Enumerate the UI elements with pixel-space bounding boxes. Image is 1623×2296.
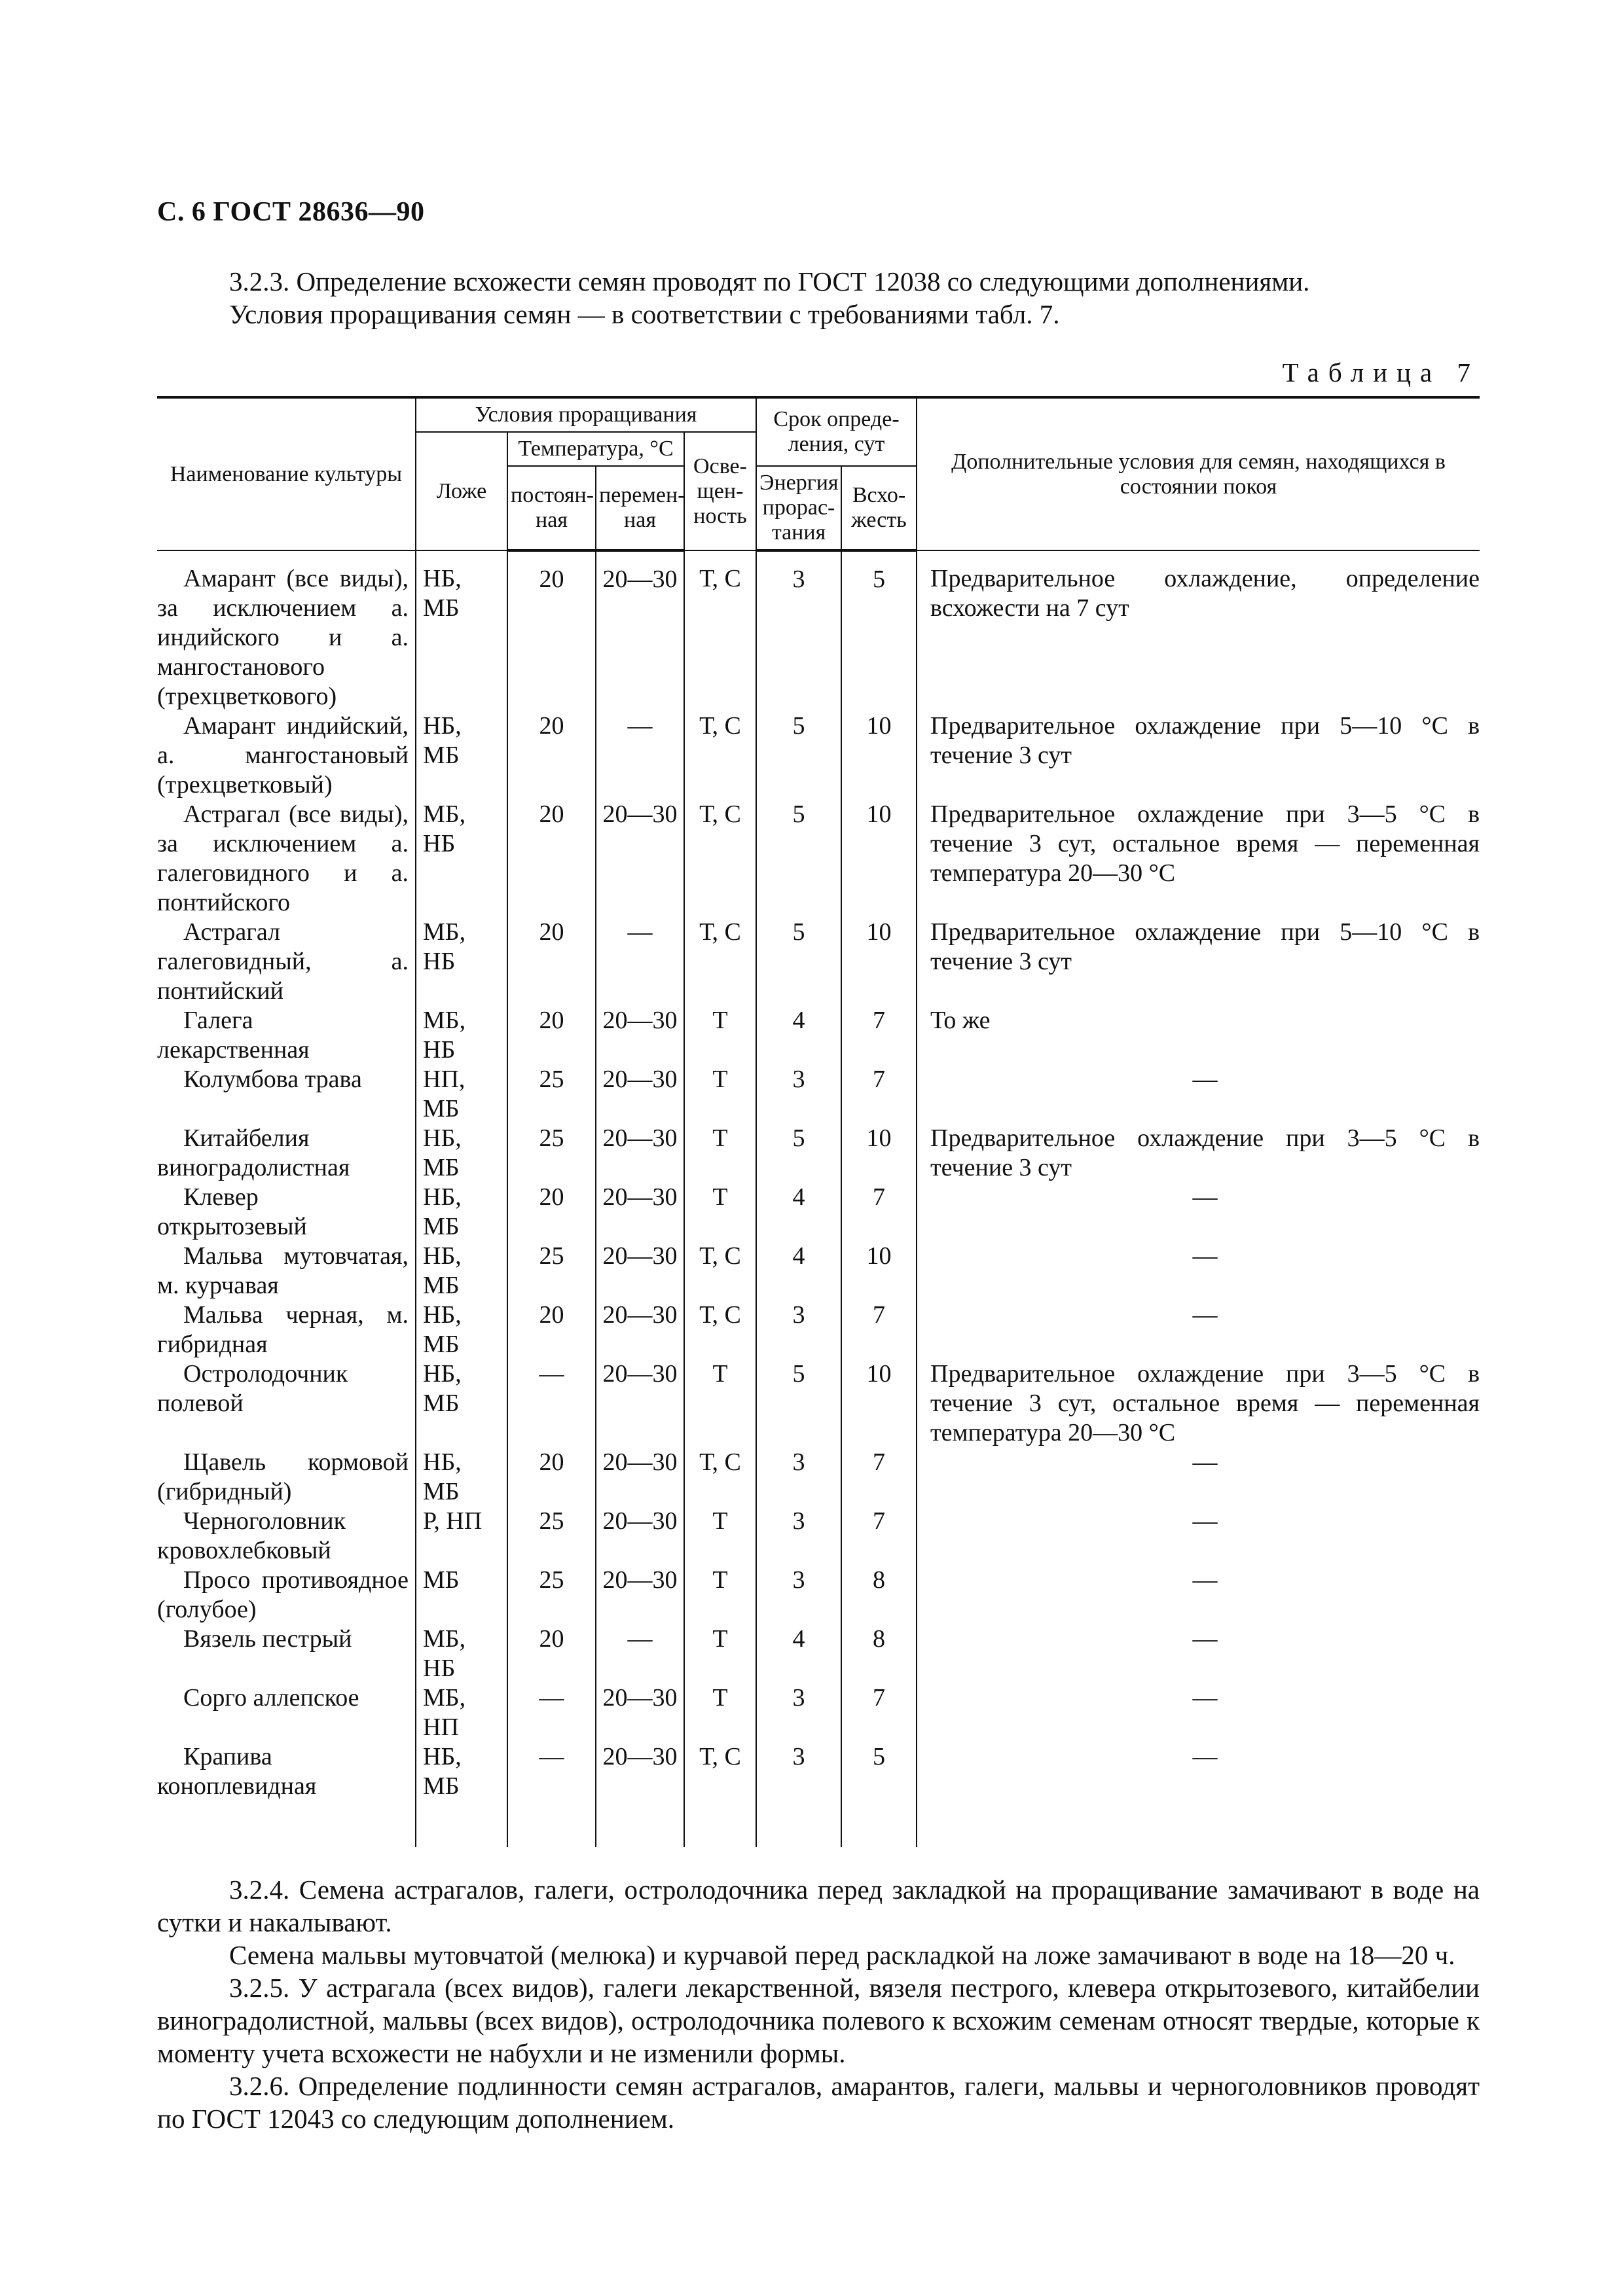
temp-variable-cell: 20—30 — [596, 1566, 684, 1624]
bed-type-cell: МБ, НБ — [416, 1624, 507, 1683]
empty-cell — [917, 1801, 1480, 1847]
light-cell: Т — [684, 1683, 756, 1742]
temp-variable-cell: 20—30 — [596, 1006, 684, 1065]
culture-name-text: Колумбова трава — [183, 1066, 362, 1093]
table-row — [157, 1448, 1480, 1507]
germination-days-cell: 10 — [841, 918, 917, 1006]
additional-conditions-cell: — — [917, 1742, 1480, 1801]
culture-name-cell — [157, 1006, 416, 1065]
culture-name-cell — [157, 1359, 416, 1448]
table-caption: Таблица 7 — [1282, 357, 1480, 387]
germination-energy-cell: 4 — [756, 1624, 841, 1683]
temp-constant-cell: 25 — [507, 1507, 596, 1566]
culture-name-cell — [157, 1624, 416, 1683]
table-row — [157, 1359, 1480, 1448]
additional-conditions-cell: Предварительное охлаждение при 3—5 °С в течение 3 сут, остальное время — переменная температура 20—30 °С — [917, 1359, 1480, 1448]
light-cell: Т — [684, 1359, 756, 1448]
culture-name-text: Мальва черная, м. гибридная — [157, 1301, 409, 1358]
culture-name-cell — [157, 1566, 416, 1624]
light-cell: Т, С — [684, 1242, 756, 1300]
temp-variable-cell: — — [596, 711, 684, 800]
light-cell: Т, С — [684, 1448, 756, 1507]
germination-days-cell: 5 — [841, 1742, 917, 1801]
germination-days-cell: 8 — [841, 1566, 917, 1624]
germination-energy-cell: 3 — [756, 1566, 841, 1624]
culture-name-text: Черноголовник кровохлебковый — [157, 1507, 346, 1564]
culture-name-cell — [157, 1065, 416, 1124]
culture-name-cell — [157, 1242, 416, 1300]
bed-type-cell: НБ, МБ — [416, 1359, 507, 1448]
culture-name-text: Астрагал (все виды), за исключением а. галеговидного и а. понтийского — [157, 800, 409, 916]
temp-constant-cell: 25 — [507, 1124, 596, 1183]
table-row — [157, 1624, 1480, 1683]
culture-name-text: Щавель кормовой (гибридный) — [157, 1448, 409, 1505]
table-row — [157, 711, 1480, 800]
paragraph-3-2-4-continued: Семена мальвы мутовчатой (мелюка) и курчавой перед раскладкой на ложе замачивают в воде на 18—20 ч. — [229, 1940, 1455, 1970]
light-cell: Т, С — [684, 550, 756, 711]
table-row — [157, 1566, 1480, 1624]
culture-name-text: Вязель пестрый — [183, 1625, 352, 1653]
table-row — [157, 1065, 1480, 1124]
temp-constant-cell: 20 — [507, 1448, 596, 1507]
germination-energy-cell: 4 — [756, 1242, 841, 1300]
additional-conditions-cell: Предварительное охлаждение при 5—10 °С в течение 3 сут — [917, 711, 1480, 800]
temp-variable-cell: 20—30 — [596, 1124, 684, 1183]
germination-energy-cell: 5 — [756, 918, 841, 1006]
bed-type-cell: Р, НП — [416, 1507, 507, 1566]
table-row — [157, 800, 1480, 918]
culture-name-cell — [157, 1183, 416, 1242]
bed-type-cell: МБ, НБ — [416, 1006, 507, 1065]
temp-variable-cell: 20—30 — [596, 1507, 684, 1566]
additional-conditions-cell: То же — [917, 1006, 1480, 1065]
bed-type-cell: НБ, МБ — [416, 1448, 507, 1507]
germination-energy-cell: 5 — [756, 1124, 841, 1183]
light-cell: Т, С — [684, 711, 756, 800]
light-cell: Т — [684, 1507, 756, 1566]
header-temp-variable: перемен- ная — [596, 466, 684, 550]
culture-name-text: Астрагал галеговидный, а. понтийский — [157, 918, 409, 1005]
light-cell: Т — [684, 1566, 756, 1624]
additional-conditions-cell: Предварительное охлаждение при 5—10 °С в течение 3 сут — [917, 918, 1480, 1006]
germination-days-cell: 7 — [841, 1065, 917, 1124]
culture-name-text: Клевер открытозевый — [157, 1183, 307, 1240]
header-bed: Ложе — [416, 432, 507, 550]
header-additional-conditions: Дополнительные условия для семян, находящихся в состоянии покоя — [917, 397, 1480, 550]
germination-days-cell: 7 — [841, 1183, 917, 1242]
additional-conditions-cell: — — [917, 1065, 1480, 1124]
table-row — [157, 1300, 1480, 1359]
additional-conditions-cell: Предварительное охлаждение при 3—5 °С в течение 3 сут, остальное время — переменная температура 20—30 °С — [917, 800, 1480, 918]
culture-name-text: Амарант (все виды), за исключением а. индийского и а. мангостанового (трехцветкового) — [157, 565, 409, 710]
culture-name-text: Мальва мутовчатая, м. курчавая — [157, 1242, 409, 1299]
header-germination: Всхо- жесть — [841, 466, 917, 550]
paragraph-3-2-5: 3.2.5. У астрагала (всех видов), галеги лекарственной, вязеля пестрого, клевера открытозевого, китайбелии виноградолистной, мальвы (всех видов), остролодочника полевого к всхожим семенам относят твердые, которые к моменту учета всхожести не набухли и не изменили формы. — [157, 1973, 1480, 2068]
temp-constant-cell: 20 — [507, 1183, 596, 1242]
empty-cell — [416, 1801, 507, 1847]
paragraph-line: Условия проращивания семян — в соответствии с требованиями табл. 7. — [229, 299, 1060, 329]
germination-energy-cell: 3 — [756, 550, 841, 711]
table-bottom-spacer — [157, 1801, 1480, 1847]
additional-conditions-cell: Предварительное охлаждение, определение всхожести на 7 сут — [917, 550, 1480, 711]
light-cell: Т, С — [684, 1300, 756, 1359]
temp-variable-cell: 20—30 — [596, 1683, 684, 1742]
germination-days-cell: 7 — [841, 1006, 917, 1065]
page-header: С. 6 ГОСТ 28636—90 — [157, 197, 425, 227]
paragraphs-3-2-4-to-3-2-6 — [157, 1873, 1480, 2135]
table-row — [157, 1242, 1480, 1300]
germination-energy-cell: 3 — [756, 1683, 841, 1742]
empty-cell — [684, 1801, 756, 1847]
culture-name-cell — [157, 918, 416, 1006]
germination-days-cell: 10 — [841, 1242, 917, 1300]
culture-name-cell — [157, 800, 416, 918]
empty-cell — [157, 1801, 416, 1847]
temp-constant-cell: 20 — [507, 1300, 596, 1359]
germination-days-cell: 5 — [841, 550, 917, 711]
culture-name-cell — [157, 1448, 416, 1507]
germination-days-cell: 10 — [841, 1124, 917, 1183]
header-light: Осве- щен- ность — [684, 432, 756, 550]
temp-variable-cell: 20—30 — [596, 800, 684, 918]
temp-variable-cell: — — [596, 918, 684, 1006]
temp-variable-cell: 20—30 — [596, 1183, 684, 1242]
bed-type-cell: МБ, НП — [416, 1683, 507, 1742]
germination-days-cell: 7 — [841, 1683, 917, 1742]
bed-type-cell: НБ, МБ — [416, 550, 507, 711]
light-cell: Т — [684, 1624, 756, 1683]
bed-type-cell: НБ, МБ — [416, 1183, 507, 1242]
germination-energy-cell: 5 — [756, 1359, 841, 1448]
germination-days-cell: 10 — [841, 800, 917, 918]
germination-days-cell: 7 — [841, 1300, 917, 1359]
germination-energy-cell: 3 — [756, 1065, 841, 1124]
temp-constant-cell: 20 — [507, 1006, 596, 1065]
germination-energy-cell: 3 — [756, 1300, 841, 1359]
temp-constant-cell: 20 — [507, 800, 596, 918]
temp-variable-cell: 20—30 — [596, 1448, 684, 1507]
table-row — [157, 1124, 1480, 1183]
germination-energy-cell: 4 — [756, 1006, 841, 1065]
paragraph-3-2-4: 3.2.4. Семена астрагалов, галеги, остролодочника перед закладкой на проращивание замачивают в воде на сутки и накалывают. — [157, 1874, 1480, 1937]
culture-name-text: Остролодочник полевой — [157, 1360, 348, 1417]
temp-variable-cell: 20—30 — [596, 1242, 684, 1300]
table-row — [157, 918, 1480, 1006]
additional-conditions-cell: — — [917, 1624, 1480, 1683]
empty-cell — [841, 1801, 917, 1847]
temp-constant-cell: 25 — [507, 1065, 596, 1124]
temp-variable-cell: 20—30 — [596, 1359, 684, 1448]
culture-name-cell — [157, 1742, 416, 1801]
temp-constant-cell: 20 — [507, 550, 596, 711]
header-energy: Энергия прорас- тания — [756, 466, 841, 550]
additional-conditions-cell: — — [917, 1242, 1480, 1300]
temp-constant-cell: 20 — [507, 918, 596, 1006]
temp-constant-cell: — — [507, 1359, 596, 1448]
empty-cell — [596, 1801, 684, 1847]
table-row — [157, 550, 1480, 711]
light-cell: Т — [684, 1065, 756, 1124]
temp-variable-cell: 20—30 — [596, 1742, 684, 1801]
germination-days-cell: 8 — [841, 1624, 917, 1683]
table-row — [157, 1006, 1480, 1065]
empty-cell — [507, 1801, 596, 1847]
temp-constant-cell: 25 — [507, 1242, 596, 1300]
temp-constant-cell: — — [507, 1683, 596, 1742]
temp-constant-cell: 20 — [507, 1624, 596, 1683]
culture-name-cell — [157, 1124, 416, 1183]
light-cell: Т — [684, 1183, 756, 1242]
temp-variable-cell: 20—30 — [596, 1065, 684, 1124]
culture-name-cell — [157, 711, 416, 800]
germination-days-cell: 7 — [841, 1507, 917, 1566]
temp-variable-cell: — — [596, 1624, 684, 1683]
light-cell: Т — [684, 1124, 756, 1183]
temp-constant-cell: — — [507, 1742, 596, 1801]
bed-type-cell: НБ, МБ — [416, 1300, 507, 1359]
culture-name-text: Просо противоядное (голубое) — [157, 1566, 409, 1623]
germination-table — [157, 396, 1480, 1847]
germination-energy-cell: 3 — [756, 1742, 841, 1801]
culture-name-text: Китайбелия виноградолистная — [157, 1124, 350, 1181]
table-row — [157, 1507, 1480, 1566]
additional-conditions-cell: — — [917, 1448, 1480, 1507]
header-culture-name: Наименование культуры — [157, 397, 416, 550]
additional-conditions-cell: — — [917, 1183, 1480, 1242]
additional-conditions-cell: — — [917, 1300, 1480, 1359]
light-cell: Т — [684, 1006, 756, 1065]
culture-name-text: Галега лекарственная — [157, 1007, 310, 1064]
germination-days-cell: 10 — [841, 1359, 917, 1448]
additional-conditions-cell: — — [917, 1507, 1480, 1566]
header-temperature: Температура, °С — [507, 432, 684, 466]
bed-type-cell: МБ, НБ — [416, 918, 507, 1006]
light-cell: Т, С — [684, 1742, 756, 1801]
light-cell: Т, С — [684, 918, 756, 1006]
bed-type-cell: НП, МБ — [416, 1065, 507, 1124]
bed-type-cell: НБ, МБ — [416, 1124, 507, 1183]
header-temp-constant: постоян- ная — [507, 466, 596, 550]
bed-type-cell: НБ, МБ — [416, 1742, 507, 1801]
culture-name-text: Амарант индийский, а. мангостановый (трехцветковый) — [157, 712, 409, 798]
germination-energy-cell: 3 — [756, 1448, 841, 1507]
culture-name-cell — [157, 1300, 416, 1359]
germination-energy-cell: 5 — [756, 711, 841, 800]
germination-energy-cell: 5 — [756, 800, 841, 918]
table-row — [157, 1742, 1480, 1801]
temp-constant-cell: 20 — [507, 711, 596, 800]
header-germination-conditions: Условия проращивания — [416, 397, 756, 432]
germination-days-cell: 7 — [841, 1448, 917, 1507]
header-test-term: Срок опреде- ления, сут — [756, 397, 917, 466]
temp-variable-cell: 20—30 — [596, 550, 684, 711]
additional-conditions-cell: Предварительное охлаждение при 3—5 °С в течение 3 сут — [917, 1124, 1480, 1183]
culture-name-cell — [157, 1507, 416, 1566]
culture-name-text: Крапива коноплевидная — [157, 1743, 317, 1800]
germination-days-cell: 10 — [841, 711, 917, 800]
culture-name-cell — [157, 1683, 416, 1742]
paragraph-line: 3.2.3. Определение всхожести семян проводят по ГОСТ 12038 со следующими дополнениями. — [229, 266, 1310, 296]
culture-name-text: Сорго аллепское — [183, 1684, 359, 1712]
temp-variable-cell: 20—30 — [596, 1300, 684, 1359]
document-page — [157, 0, 1480, 2296]
bed-type-cell: МБ — [416, 1566, 507, 1624]
empty-cell — [756, 1801, 841, 1847]
bed-type-cell: МБ, НБ — [416, 800, 507, 918]
paragraph-3-2-3 — [157, 265, 1480, 331]
additional-conditions-cell: — — [917, 1566, 1480, 1624]
bed-type-cell: НБ, МБ — [416, 1242, 507, 1300]
table-row — [157, 1683, 1480, 1742]
paragraph-3-2-6: 3.2.6. Определение подлинности семян астрагалов, амарантов, галеги, мальвы и черноголовников проводят по ГОСТ 12043 со следующим дополнением. — [157, 2071, 1480, 2134]
additional-conditions-cell: — — [917, 1683, 1480, 1742]
germination-energy-cell: 4 — [756, 1183, 841, 1242]
temp-constant-cell: 25 — [507, 1566, 596, 1624]
table-row — [157, 1183, 1480, 1242]
light-cell: Т, С — [684, 800, 756, 918]
germination-energy-cell: 3 — [756, 1507, 841, 1566]
bed-type-cell: НБ, МБ — [416, 711, 507, 800]
culture-name-cell — [157, 550, 416, 711]
